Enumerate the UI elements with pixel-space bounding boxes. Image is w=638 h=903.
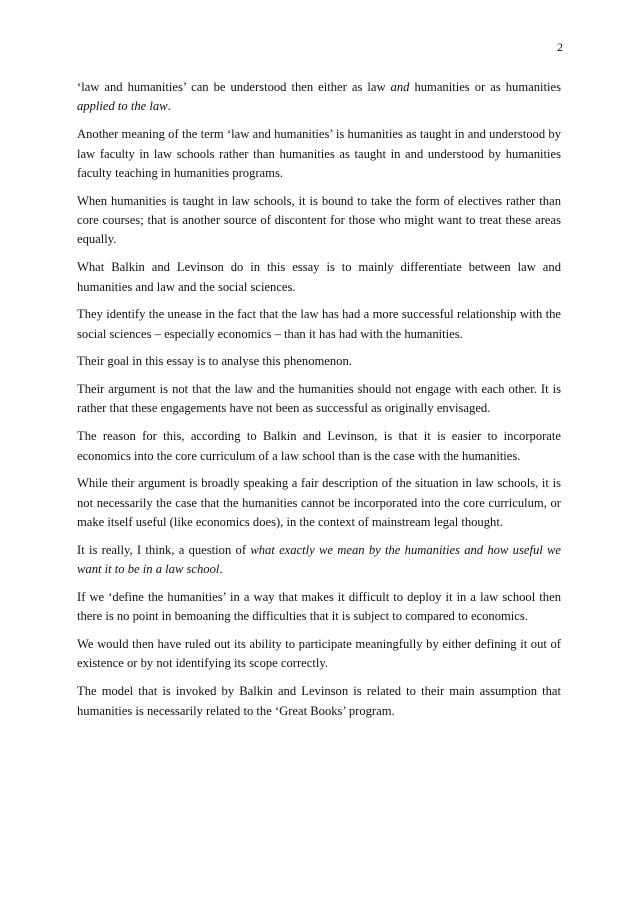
paragraph-10-text-a: It is really, I think, a question of [77, 542, 251, 557]
paragraph-1-text-b: humanities or as humanities [409, 80, 561, 94]
paragraph-10-emphasis: what exactly we mean by the humanities and how useful we want it to be in a law school [77, 542, 562, 577]
paragraph-12: We would then have ruled out its ability to participate meaningfully by either defining it out of existence or by not identifying its scope correctly. [77, 637, 561, 671]
paragraph-10 [77, 541, 561, 580]
paragraph-11: If we ‘define the humanities’ in a way that makes it difficult to deploy it in a law school then there is no point in bemoaning the difficulties that it is subject to compared to economics. [77, 589, 561, 624]
paragraph-4: What Balkin and Levinson do in this essay is to mainly differentiate between law and humanities and law and the social sciences. [77, 260, 561, 294]
paragraph-7: Their argument is not that the law and the humanities should not engage with each other. It is rather that these engagements have not been as successful as originally envisaged. [77, 382, 561, 416]
paragraph-1-text-c: . [167, 99, 171, 114]
paragraph-1-text-a: ‘law and humanities’ can be understood then either as law [77, 80, 391, 94]
paragraph-3: When humanities is taught in law schools, it is bound to take the form of electives rather than core courses; that is another source of discontent for those who might want to treat these areas equally. [77, 193, 561, 247]
paragraph-8: The reason for this, according to Balkin and Levinson, is that it is easier to incorporate economics into the core curriculum of a law school than is the case with the humanities. [77, 429, 561, 463]
paragraph-9: While their argument is broadly speaking a fair description of the situation in law schools, it is not necessarily the case that the humanities cannot be incorporated into the core curriculum, or make itself useful (like economics does), in the context of mainstream legal thought. [77, 476, 561, 530]
document-body [77, 78, 561, 729]
paragraph-5: They identify the unease in the fact that the law has had a more successful relationship with the social sciences – especially economics – than it has had with the humanities. [77, 307, 561, 341]
paragraph-2: Another meaning of the term ‘law and humanities’ is humanities as taught in and understood by law faculty in law schools rather than humanities as taught in and understood by humanities faculty teaching in humanities programs. [77, 127, 561, 180]
paragraph-1 [77, 78, 561, 117]
paragraph-1-emphasis-a: and [390, 80, 410, 94]
paragraph-6: Their goal in this essay is to analyse this phenomenon. [77, 354, 352, 369]
paragraph-1-emphasis-b: applied to the law [77, 99, 168, 114]
page-number: 2 [557, 40, 563, 54]
paragraph-13: The model that is invoked by Balkin and Levinson is related to their main assumption that humanities is necessarily related to the ‘Great Books’ program. [77, 684, 561, 718]
paragraph-10-text-b: . [219, 562, 223, 577]
